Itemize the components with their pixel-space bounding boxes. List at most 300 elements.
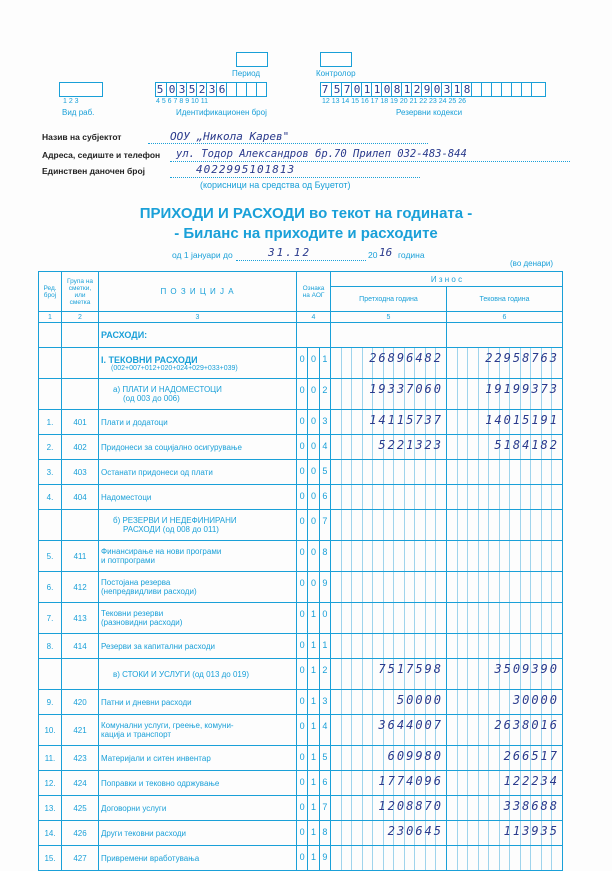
- digit-box[interactable]: 3: [206, 83, 217, 96]
- id-number-boxes[interactable]: [155, 82, 267, 97]
- position-label: Придонеси за социјално осигурување: [101, 442, 242, 452]
- cell-aog: [297, 348, 331, 379]
- curr-year-value: 30000: [512, 693, 559, 707]
- cell-position: [99, 485, 297, 510]
- position-sublabel: РАСХОДИ (од 008 до 011): [123, 525, 219, 534]
- digit-box[interactable]: 7: [321, 83, 329, 96]
- digit-box[interactable]: 2: [411, 83, 422, 96]
- aog-digit: 0: [299, 752, 305, 762]
- cell-prev-year[interactable]: [331, 541, 447, 572]
- aog-digit: 6: [319, 485, 330, 509]
- section-title: РАСХОДИ:: [99, 323, 297, 348]
- cell-aog: [297, 379, 331, 410]
- col-number: 1: [39, 312, 62, 323]
- col-number: 4: [297, 312, 331, 323]
- position-sublabel: кација и транспорт: [101, 730, 172, 739]
- aog-digit: 0: [299, 721, 305, 731]
- cell-curr-year[interactable]: [447, 348, 563, 379]
- position-label: а) ПЛАТИ И НАДОМЕСТОЦИ: [113, 385, 222, 394]
- digit-box[interactable]: 5: [331, 83, 342, 96]
- cell-rb: 9.: [39, 690, 62, 715]
- curr-year-value: 2638016: [494, 718, 559, 732]
- digit-box[interactable]: 3: [176, 83, 187, 96]
- cell-prev-year[interactable]: [331, 796, 447, 821]
- cell-aog: [297, 323, 331, 348]
- curr-year-value: 113935: [503, 824, 559, 838]
- cell-prev-year[interactable]: [331, 460, 447, 485]
- report-title-line2: - Биланс на приходите и расходите: [174, 225, 438, 242]
- table-row: [39, 572, 563, 603]
- table-row: [39, 510, 563, 541]
- cell-position: [99, 410, 297, 435]
- report-title-line1: ПРИХОДИ И РАСХОДИ во текот на годината -: [139, 205, 473, 222]
- aog-digit: 0: [299, 578, 305, 588]
- cell-aog: [297, 659, 331, 690]
- aog-digit: 0: [299, 665, 305, 675]
- prev-year-value: 1208870: [378, 799, 443, 813]
- aog-digit: 0: [299, 640, 305, 650]
- cell-gr: 427: [62, 846, 99, 871]
- prev-year-value: 1774096: [378, 774, 443, 788]
- table-row: [39, 690, 563, 715]
- col-number: 6: [447, 312, 563, 323]
- cell-curr-year[interactable]: [447, 572, 563, 603]
- cell-curr-year[interactable]: [447, 460, 563, 485]
- col-header-prev: Претходна година: [331, 287, 447, 312]
- cell-aog: [297, 821, 331, 846]
- table-row: [39, 746, 563, 771]
- cell-prev-year[interactable]: [331, 634, 447, 659]
- table-row: [39, 348, 563, 379]
- cell-position: [99, 846, 297, 871]
- aog-digit: 0: [307, 541, 318, 571]
- aog-digit: 1: [307, 715, 318, 745]
- cell-rb: [39, 323, 62, 348]
- cell-rb: [39, 510, 62, 541]
- cell-rb: 7.: [39, 603, 62, 634]
- aog-digit: 3: [319, 410, 330, 434]
- aog-digit: 0: [299, 354, 305, 364]
- reserve-code-boxes[interactable]: [320, 82, 546, 97]
- position-label: Постојана резерва: [101, 578, 171, 587]
- address-value[interactable]: ул. Тодор Александров бр.70 Прилеп 032-483-844: [176, 148, 467, 160]
- balance-table: [38, 271, 563, 871]
- position-label: б) РЕЗЕРВИ И НЕДЕФИНИРАНИ: [113, 516, 237, 525]
- cell-aog: [297, 435, 331, 460]
- aog-digit: 1: [307, 690, 318, 714]
- cell-rb: [39, 659, 62, 690]
- prev-year-value: 50000: [396, 693, 443, 707]
- cell-gr: 404: [62, 485, 99, 510]
- digit-box[interactable]: 0: [431, 83, 442, 96]
- cell-curr-year[interactable]: [447, 659, 563, 690]
- cell-position: [99, 634, 297, 659]
- users-note: (корисници на средства од Буџетот): [200, 180, 351, 190]
- cell-gr: 412: [62, 572, 99, 603]
- cell-gr: 421: [62, 715, 99, 746]
- position-label: I. ТЕКОВНИ РАСХОДИ: [101, 354, 198, 365]
- prev-year-value: 14115737: [369, 413, 443, 427]
- col-header-group: Група на сметки, или сметка: [62, 272, 99, 312]
- cell-rb: 3.: [39, 460, 62, 485]
- cell-gr: 411: [62, 541, 99, 572]
- kontrolor-top-box[interactable]: [320, 52, 352, 67]
- cell-prev-year[interactable]: [331, 690, 447, 715]
- aog-digit: 9: [319, 846, 330, 870]
- period-date[interactable]: 31.12: [268, 246, 312, 259]
- cell-aog: [297, 846, 331, 871]
- cell-aog: [297, 796, 331, 821]
- curr-year-value: 338688: [503, 799, 559, 813]
- position-label: Привремени вработувања: [101, 853, 200, 863]
- cell-aog: [297, 690, 331, 715]
- aog-digit: 1: [319, 348, 330, 378]
- period-prefix: од 1 јануари до: [172, 250, 233, 260]
- aog-digit: 1: [307, 634, 318, 658]
- tax-number-line: [170, 177, 420, 178]
- cell-prev-year[interactable]: [331, 572, 447, 603]
- cell-gr: [62, 510, 99, 541]
- digit-box[interactable]: 5: [156, 83, 164, 96]
- aog-digit: 1: [307, 796, 318, 820]
- cell-gr: [62, 379, 99, 410]
- cell-prev-year[interactable]: [331, 435, 447, 460]
- cell-position: [99, 510, 297, 541]
- aog-digit: 7: [319, 510, 330, 540]
- cell-curr: [447, 323, 563, 348]
- cell-prev-year[interactable]: [331, 510, 447, 541]
- digit-box[interactable]: 2: [196, 83, 207, 96]
- cell-prev-year[interactable]: [331, 410, 447, 435]
- position-label: Финансирање на нови програми: [101, 547, 222, 556]
- digit-box[interactable]: 6: [216, 83, 227, 96]
- aog-digit: 0: [319, 603, 330, 633]
- table-row: [39, 485, 563, 510]
- position-label: Други тековни расходи: [101, 828, 187, 838]
- aog-digit: 0: [299, 385, 305, 395]
- aog-digit: 0: [307, 379, 318, 409]
- table-row: [39, 541, 563, 572]
- aog-digit: 0: [307, 410, 318, 434]
- digit-box[interactable]: 0: [381, 83, 392, 96]
- vid-rab-numbers: 1 2 3: [63, 98, 79, 105]
- cell-prev-year[interactable]: [331, 715, 447, 746]
- cell-curr-year[interactable]: [447, 435, 563, 460]
- cell-rb: 15.: [39, 846, 62, 871]
- aog-digit: 0: [307, 572, 318, 602]
- cell-position: [99, 379, 297, 410]
- cell-position: [99, 715, 297, 746]
- subject-name-label: Назив на субјектот: [42, 132, 122, 142]
- cell-gr: [62, 323, 99, 348]
- aog-digit: 0: [307, 485, 318, 509]
- cell-curr-year[interactable]: [447, 634, 563, 659]
- position-label: в) СТОКИ И УСЛУГИ (од 013 до 019): [113, 669, 249, 679]
- vid-rab-boxes[interactable]: [59, 82, 103, 97]
- aog-digit: 0: [299, 696, 305, 706]
- position-sublabel: (непредвидливи расходи): [101, 587, 197, 596]
- cell-position: [99, 572, 297, 603]
- aog-digit: 4: [319, 715, 330, 745]
- cell-gr: 414: [62, 634, 99, 659]
- position-label: Поправки и тековно одржување: [101, 778, 220, 788]
- cell-prev-year[interactable]: [331, 379, 447, 410]
- cell-prev-year[interactable]: [331, 485, 447, 510]
- cell-position: [99, 435, 297, 460]
- digit-box[interactable]: 0: [166, 83, 177, 96]
- cell-curr-year[interactable]: [447, 690, 563, 715]
- prev-year-value: 609980: [387, 749, 443, 763]
- col-number: 3: [99, 312, 297, 323]
- vid-rab-label: Вид раб.: [62, 108, 95, 117]
- cell-aog: [297, 460, 331, 485]
- cell-curr-year[interactable]: [447, 746, 563, 771]
- prev-year-value: 5221323: [378, 438, 443, 452]
- position-label: Останати придонеси од плати: [101, 467, 213, 477]
- reserve-label: Резервни кодекси: [396, 108, 463, 117]
- cell-prev-year[interactable]: [331, 746, 447, 771]
- table-row: [39, 846, 563, 871]
- aog-digit: 0: [299, 516, 305, 526]
- cell-rb: 4.: [39, 485, 62, 510]
- aog-digit: 6: [319, 771, 330, 795]
- aog-digit: 0: [299, 827, 305, 837]
- year-suffix: година: [398, 250, 425, 260]
- cell-prev-year[interactable]: [331, 846, 447, 871]
- period-label: Период: [232, 69, 261, 78]
- position-sublabel: (разновидни расходи): [101, 618, 183, 627]
- cell-aog: [297, 603, 331, 634]
- table-row: [39, 603, 563, 634]
- cell-aog: [297, 510, 331, 541]
- cell-rb: 1.: [39, 410, 62, 435]
- aog-digit: 1: [319, 634, 330, 658]
- prev-year-value: 19337060: [369, 382, 443, 396]
- cell-aog: [297, 541, 331, 572]
- table-row: [39, 821, 563, 846]
- digit-box[interactable]: 1: [361, 83, 372, 96]
- aog-digit: 1: [307, 771, 318, 795]
- aog-digit: 0: [299, 491, 305, 501]
- cell-position: [99, 746, 297, 771]
- curr-year-value: 19199373: [485, 382, 559, 396]
- aog-digit: 0: [299, 802, 305, 812]
- aog-digit: 0: [307, 435, 318, 459]
- cell-gr: 425: [62, 796, 99, 821]
- cell-rb: [39, 379, 62, 410]
- aog-digit: 5: [319, 746, 330, 770]
- cell-rb: 14.: [39, 821, 62, 846]
- cell-aog: [297, 634, 331, 659]
- digit-box[interactable]: 0: [351, 83, 362, 96]
- cell-rb: 6.: [39, 572, 62, 603]
- position-label: Резерви за капитални расходи: [101, 641, 215, 651]
- aog-digit: 1: [307, 603, 318, 633]
- cell-gr: 424: [62, 771, 99, 796]
- digit-box[interactable]: 8: [391, 83, 402, 96]
- table-row: [39, 659, 563, 690]
- period-top-box[interactable]: [236, 52, 268, 67]
- prev-year-value: 3644007: [378, 718, 443, 732]
- aog-digit: 9: [319, 572, 330, 602]
- kontrolor-label: Контролор: [316, 69, 356, 78]
- cell-curr-year[interactable]: [447, 379, 563, 410]
- address-line: [170, 161, 570, 162]
- curr-year-value: 22958763: [485, 351, 559, 365]
- table-row: [39, 435, 563, 460]
- cell-gr: 403: [62, 460, 99, 485]
- cell-prev-year[interactable]: [331, 348, 447, 379]
- digit-box[interactable]: [256, 83, 267, 96]
- prev-year-value: 26896482: [369, 351, 443, 365]
- cell-prev-year[interactable]: [331, 659, 447, 690]
- section-row: [39, 323, 563, 348]
- cell-position: [99, 460, 297, 485]
- reserve-numbers: 12 13 14 15 16 17 18 19 20 21 22 23 24 25 26: [322, 98, 467, 105]
- position-label: Договорни услуги: [101, 803, 167, 813]
- cell-position: [99, 690, 297, 715]
- cell-curr-year[interactable]: [447, 715, 563, 746]
- position-label: Комунални услуги, греење, комуни-: [101, 721, 234, 730]
- col-number: 5: [331, 312, 447, 323]
- curr-year-value: 122234: [503, 774, 559, 788]
- cell-rb: 5.: [39, 541, 62, 572]
- cell-gr: 420: [62, 690, 99, 715]
- cell-rb: 2.: [39, 435, 62, 460]
- cell-rb: 10.: [39, 715, 62, 746]
- id-label: Идентификационен број: [176, 108, 267, 117]
- cell-gr: 413: [62, 603, 99, 634]
- cell-rb: 11.: [39, 746, 62, 771]
- col-header-red: Ред. број: [39, 272, 62, 312]
- header-area: [0, 0, 612, 130]
- cell-rb: [39, 348, 62, 379]
- aog-digit: 1: [307, 746, 318, 770]
- position-label: Материјали и ситен инвентар: [101, 753, 211, 763]
- table-row: [39, 796, 563, 821]
- aog-digit: 0: [307, 348, 318, 378]
- cell-rb: 12.: [39, 771, 62, 796]
- cell-curr-year[interactable]: [447, 821, 563, 846]
- cell-rb: 8.: [39, 634, 62, 659]
- aog-digit: 1: [307, 659, 318, 689]
- subject-name-line: [148, 143, 428, 144]
- aog-digit: 0: [299, 441, 305, 451]
- period-date-line: [236, 260, 366, 261]
- address-label: Адреса, седиште и телефон: [42, 150, 161, 160]
- id-numbers: 4 5 6 7 8 9 10 11: [156, 98, 209, 105]
- cell-position: [99, 603, 297, 634]
- digit-box[interactable]: 3: [441, 83, 452, 96]
- prev-year-value: 230645: [387, 824, 443, 838]
- aog-digit: 0: [307, 460, 318, 484]
- digit-box[interactable]: 1: [371, 83, 382, 96]
- table-row: [39, 634, 563, 659]
- table-row: [39, 715, 563, 746]
- aog-digit: 5: [319, 460, 330, 484]
- cell-gr: 401: [62, 410, 99, 435]
- digit-box[interactable]: 5: [186, 83, 197, 96]
- digit-box[interactable]: [531, 83, 542, 96]
- position-sublabel: и потпрограми: [101, 556, 155, 565]
- cell-aog: [297, 410, 331, 435]
- aog-digit: 0: [299, 466, 305, 476]
- aog-digit: 0: [299, 416, 305, 426]
- digit-box[interactable]: 1: [401, 83, 412, 96]
- year-prefix: 20: [368, 250, 378, 260]
- aog-digit: 8: [319, 541, 330, 571]
- aog-digit: 3: [319, 690, 330, 714]
- aog-digit: 0: [307, 510, 318, 540]
- cell-position: [99, 659, 297, 690]
- col-header-position: П О З И Ц И Ј А: [99, 272, 297, 312]
- cell-position: [99, 821, 297, 846]
- table-row: [39, 460, 563, 485]
- cell-gr: [62, 348, 99, 379]
- table-row: [39, 379, 563, 410]
- digit-box[interactable]: 8: [461, 83, 472, 96]
- cell-position: [99, 541, 297, 572]
- cell-curr-year[interactable]: [447, 846, 563, 871]
- prev-year-value: 7517598: [378, 662, 443, 676]
- col-header-aog: Ознака на АОГ: [297, 272, 331, 312]
- cell-curr-year[interactable]: [447, 410, 563, 435]
- cell-curr-year[interactable]: [447, 796, 563, 821]
- cell-aog: [297, 715, 331, 746]
- digit-box[interactable]: 7: [341, 83, 352, 96]
- cell-curr-year[interactable]: [447, 485, 563, 510]
- cell-position: [99, 348, 297, 379]
- tax-number-value[interactable]: 4022995101813: [196, 163, 296, 176]
- position-label: Патни и дневни расходи: [101, 697, 192, 707]
- aog-digit: 0: [299, 547, 305, 557]
- aog-digit: 4: [319, 435, 330, 459]
- aog-digit: 2: [319, 659, 330, 689]
- cell-aog: [297, 572, 331, 603]
- cell-curr-year[interactable]: [447, 603, 563, 634]
- tax-number-label: Единствен даночен број: [42, 166, 146, 176]
- cell-position: [99, 796, 297, 821]
- curr-year-value: 14015191: [485, 413, 559, 427]
- subject-name-value[interactable]: ООУ „Никола Карев": [170, 130, 290, 143]
- position-sublabel: (002+007+012+020+024+029+033+039): [111, 364, 238, 372]
- cell-aog: [297, 485, 331, 510]
- curr-year-value: 5184182: [494, 438, 559, 452]
- cell-gr: 402: [62, 435, 99, 460]
- position-label: Надоместоци: [101, 492, 152, 502]
- curr-year-value: 3509390: [494, 662, 559, 676]
- position-sublabel: (од 003 до 006): [123, 394, 180, 403]
- cell-prev: [331, 323, 447, 348]
- cell-curr-year[interactable]: [447, 541, 563, 572]
- cell-prev-year[interactable]: [331, 603, 447, 634]
- table-row: [39, 410, 563, 435]
- aog-digit: 2: [319, 379, 330, 409]
- cell-curr-year[interactable]: [447, 510, 563, 541]
- cell-gr: [62, 659, 99, 690]
- digit-box[interactable]: 9: [421, 83, 432, 96]
- aog-digit: 8: [319, 821, 330, 845]
- cell-prev-year[interactable]: [331, 821, 447, 846]
- aog-digit: 1: [307, 821, 318, 845]
- cell-rb: 13.: [39, 796, 62, 821]
- col-header-amount: И з н о с: [331, 272, 563, 287]
- digit-box[interactable]: 1: [451, 83, 462, 96]
- year-value[interactable]: 16: [379, 246, 393, 259]
- aog-digit: 7: [319, 796, 330, 820]
- aog-digit: 0: [299, 777, 305, 787]
- curr-year-value: 266517: [503, 749, 559, 763]
